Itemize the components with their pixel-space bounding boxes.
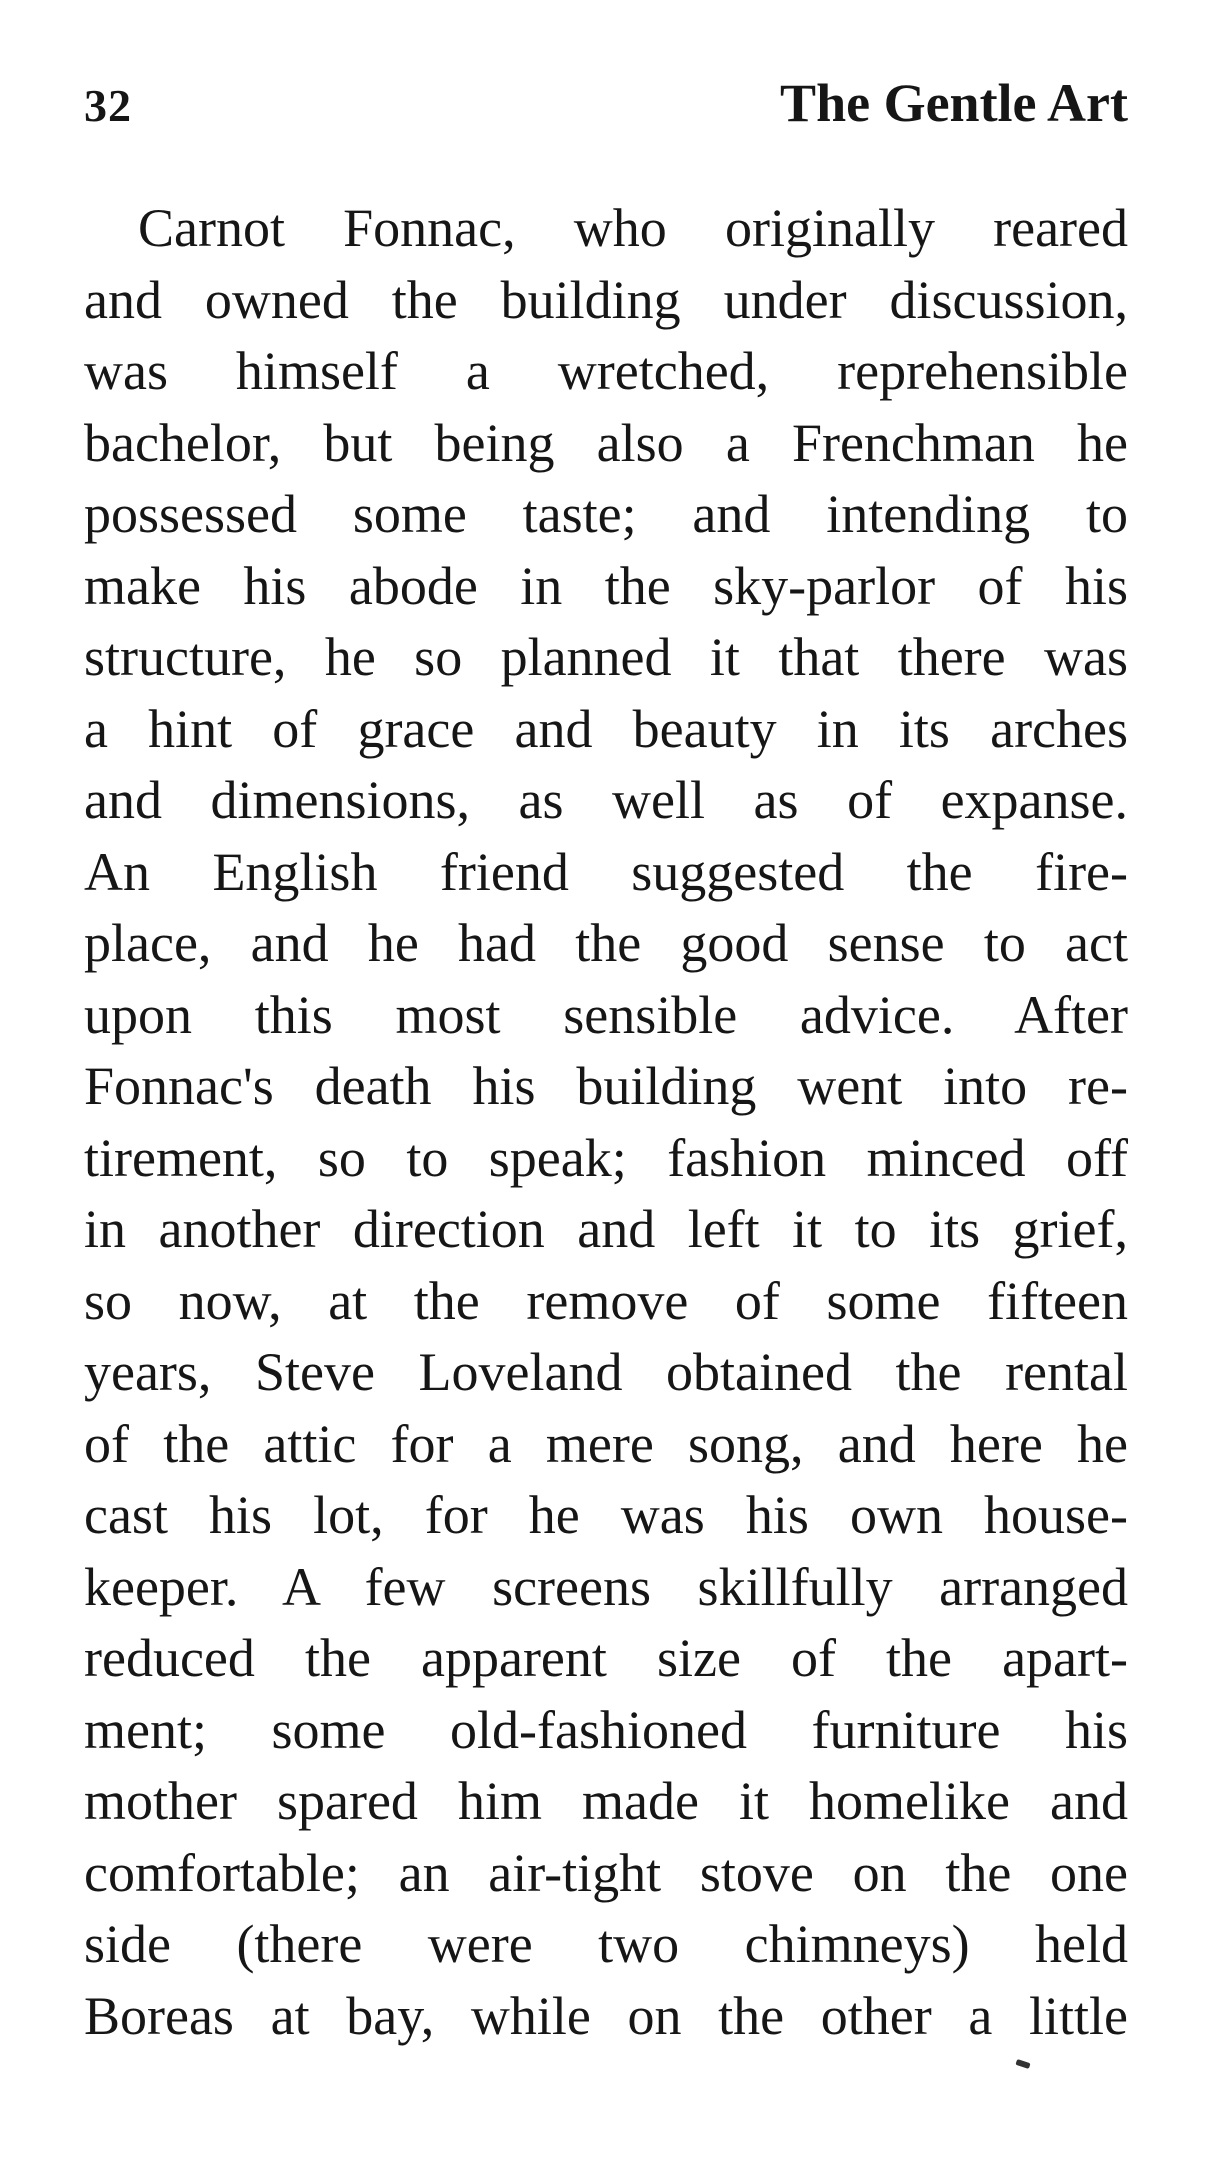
body-text	[84, 193, 1128, 2052]
text-line: and owned the building under discussion,	[84, 269, 1128, 330]
text-line: in another direction and left it to its grief,	[84, 1199, 1128, 1259]
text-line: upon this most sensible advice. After	[84, 984, 1128, 1045]
text-line: tirement, so to speak; fashion minced off	[84, 1127, 1128, 1188]
text-line: keeper. A few screens skillfully arranged	[84, 1556, 1128, 1617]
text-line: Boreas at bay, while on the other a little	[84, 1985, 1128, 2046]
text-line: so now, at the remove of some fifteen	[84, 1270, 1128, 1331]
page-number: 32	[84, 80, 132, 131]
text-line: place, and he had the good sense to act	[84, 913, 1128, 973]
text-line: of the attic for a mere song, and here he	[84, 1413, 1128, 1474]
text-line: ment; some old-fashioned furniture his	[84, 1699, 1128, 1760]
text-line: years, Steve Loveland obtained the rental	[84, 1342, 1128, 1402]
text-line: side (there were two chimneys) held	[84, 1914, 1128, 1974]
text-line: a hint of grace and beauty in its arches	[84, 698, 1128, 759]
text-line: reduced the apparent size of the apart-	[84, 1628, 1128, 1688]
text-line: was himself a wretched, reprehensible	[84, 341, 1128, 401]
printers-mark	[1015, 2059, 1030, 2069]
text-line: An English friend suggested the fire-	[84, 841, 1128, 902]
text-line: cast his lot, for he was his own house-	[84, 1485, 1128, 1545]
text-line: mother spared him made it homelike and	[84, 1771, 1128, 1831]
text-line: and dimensions, as well as of expanse.	[84, 770, 1128, 830]
book-title: The Gentle Art	[780, 73, 1128, 133]
text-line: Fonnac's death his building went into re-	[84, 1056, 1128, 1116]
text-line: comfortable; an air-tight stove on the one	[84, 1842, 1128, 1903]
text-line: bachelor, but being also a Frenchman he	[84, 412, 1128, 473]
text-line: Carnot Fonnac, who originally reared	[138, 198, 1128, 258]
running-head	[84, 72, 1128, 142]
text-line: make his abode in the sky-parlor of his	[84, 555, 1128, 616]
text-line: possessed some taste; and intending to	[84, 484, 1128, 544]
text-line: structure, he so planned it that there was	[84, 627, 1128, 687]
